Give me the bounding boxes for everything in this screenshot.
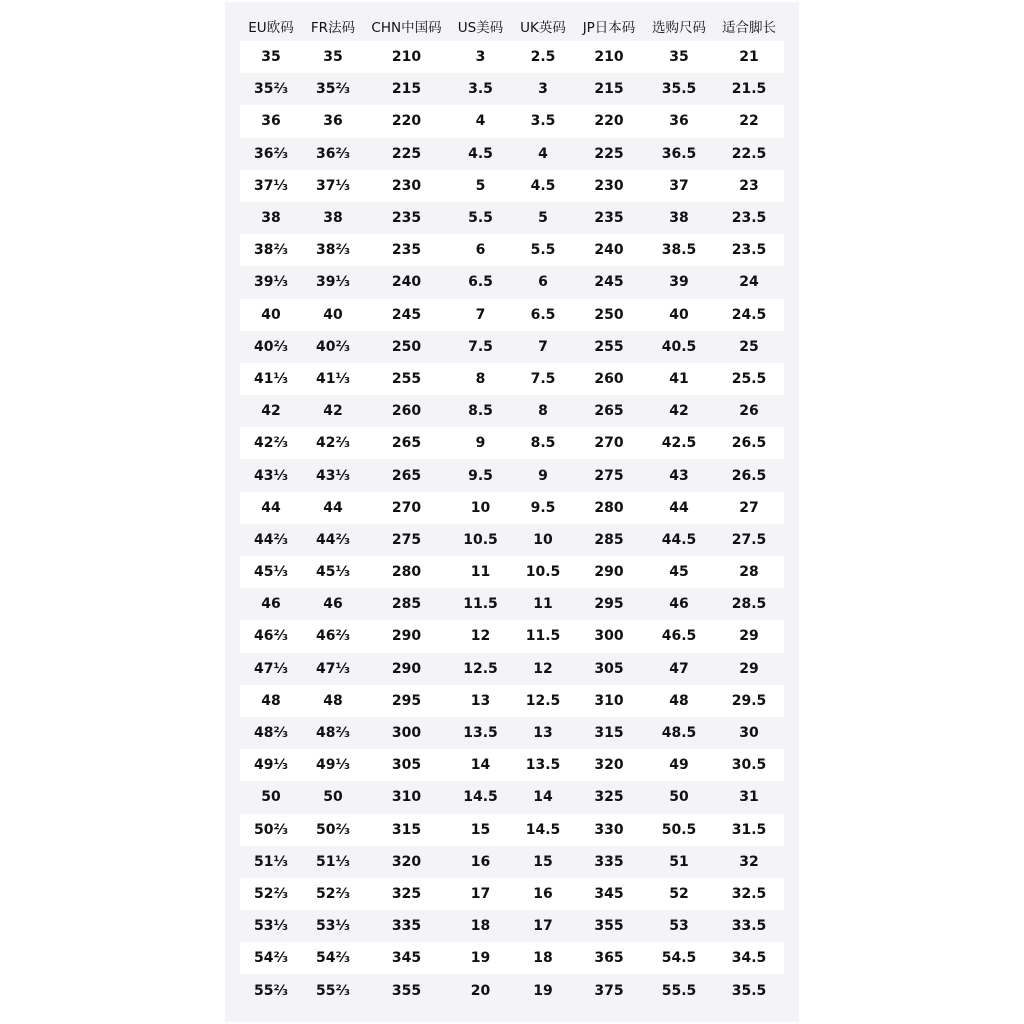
table-cell: 270 <box>574 427 644 459</box>
table-cell: 12.5 <box>512 685 574 717</box>
table-row <box>240 363 784 395</box>
table-cell: 36 <box>644 105 714 137</box>
table-cell: 35 <box>302 41 364 73</box>
table-cell: 36.5 <box>644 138 714 170</box>
table-cell: 44⅔ <box>240 524 302 556</box>
table-row <box>240 202 784 234</box>
table-cell: 5.5 <box>449 202 512 234</box>
table-row <box>240 266 784 298</box>
table-cell: 37 <box>644 170 714 202</box>
table-cell: 11.5 <box>512 620 574 652</box>
table-row <box>240 814 784 846</box>
table-cell: 245 <box>574 266 644 298</box>
table-cell: 310 <box>364 781 449 813</box>
table-cell: 48⅔ <box>240 717 302 749</box>
table-cell: 280 <box>364 556 449 588</box>
table-cell: 285 <box>574 524 644 556</box>
table-cell: 325 <box>364 878 449 910</box>
table-cell: 25 <box>714 331 784 363</box>
table-cell: 46⅔ <box>302 620 364 652</box>
table-cell: 325 <box>574 781 644 813</box>
table-cell: 235 <box>364 234 449 266</box>
size-conversion-table <box>240 10 784 1007</box>
table-cell: 12.5 <box>449 653 512 685</box>
table-cell: 43⅓ <box>302 459 364 491</box>
table-cell: 345 <box>364 942 449 974</box>
column-header: CHN中国码 <box>364 10 449 41</box>
table-cell: 9 <box>449 427 512 459</box>
table-cell: 36⅔ <box>240 138 302 170</box>
table-cell: 365 <box>574 942 644 974</box>
table-cell: 31 <box>714 781 784 813</box>
table-cell: 3.5 <box>449 73 512 105</box>
table-cell: 40 <box>644 299 714 331</box>
table-cell: 51⅓ <box>240 846 302 878</box>
table-cell: 43⅓ <box>240 459 302 491</box>
table-cell: 23.5 <box>714 202 784 234</box>
table-cell: 260 <box>574 363 644 395</box>
table-cell: 240 <box>364 266 449 298</box>
table-cell: 46 <box>302 588 364 620</box>
table-cell: 10.5 <box>449 524 512 556</box>
column-header: US美码 <box>449 10 512 41</box>
table-cell: 2.5 <box>512 41 574 73</box>
table-cell: 39 <box>644 266 714 298</box>
table-cell: 305 <box>364 749 449 781</box>
table-cell: 9.5 <box>449 459 512 491</box>
table-cell: 375 <box>574 974 644 1006</box>
table-cell: 44.5 <box>644 524 714 556</box>
table-cell: 4.5 <box>512 170 574 202</box>
table-cell: 245 <box>364 299 449 331</box>
table-cell: 35.5 <box>714 974 784 1006</box>
table-cell: 46⅔ <box>240 620 302 652</box>
table-cell: 44 <box>240 492 302 524</box>
column-header: JP日本码 <box>574 10 644 41</box>
table-cell: 290 <box>364 653 449 685</box>
table-cell: 4 <box>512 138 574 170</box>
table-cell: 270 <box>364 492 449 524</box>
column-header: FR法码 <box>302 10 364 41</box>
table-cell: 220 <box>574 105 644 137</box>
table-cell: 26.5 <box>714 459 784 491</box>
table-cell: 50 <box>302 781 364 813</box>
table-cell: 7.5 <box>512 363 574 395</box>
table-cell: 290 <box>364 620 449 652</box>
table-cell: 55⅔ <box>302 974 364 1006</box>
table-cell: 17 <box>449 878 512 910</box>
table-cell: 42 <box>302 395 364 427</box>
table-cell: 235 <box>574 202 644 234</box>
table-cell: 14.5 <box>512 814 574 846</box>
table-cell: 235 <box>364 202 449 234</box>
table-cell: 45⅓ <box>302 556 364 588</box>
table-cell: 255 <box>364 363 449 395</box>
table-cell: 30.5 <box>714 749 784 781</box>
table-cell: 42⅔ <box>240 427 302 459</box>
table-cell: 47⅓ <box>240 653 302 685</box>
table-row <box>240 846 784 878</box>
table-cell: 32.5 <box>714 878 784 910</box>
table-cell: 3 <box>449 41 512 73</box>
table-cell: 300 <box>574 620 644 652</box>
table-cell: 40 <box>240 299 302 331</box>
table-cell: 10 <box>512 524 574 556</box>
table-row <box>240 234 784 266</box>
table-cell: 345 <box>574 878 644 910</box>
table-cell: 35⅔ <box>240 73 302 105</box>
table-cell: 6 <box>512 266 574 298</box>
table-cell: 50⅔ <box>240 814 302 846</box>
table-cell: 48 <box>240 685 302 717</box>
table-cell: 45⅓ <box>240 556 302 588</box>
table-cell: 280 <box>574 492 644 524</box>
table-row <box>240 974 784 1006</box>
table-cell: 37⅓ <box>240 170 302 202</box>
table-cell: 320 <box>364 846 449 878</box>
table-cell: 15 <box>449 814 512 846</box>
table-row <box>240 556 784 588</box>
table-cell: 42⅔ <box>302 427 364 459</box>
table-cell: 265 <box>574 395 644 427</box>
table-cell: 38 <box>240 202 302 234</box>
table-cell: 215 <box>364 73 449 105</box>
table-cell: 52⅔ <box>240 878 302 910</box>
table-cell: 8.5 <box>449 395 512 427</box>
table-cell: 335 <box>574 846 644 878</box>
table-cell: 7 <box>449 299 512 331</box>
table-cell: 51 <box>644 846 714 878</box>
table-cell: 21.5 <box>714 73 784 105</box>
table-cell: 31.5 <box>714 814 784 846</box>
table-cell: 11 <box>512 588 574 620</box>
column-header: 适合脚长 <box>714 10 784 41</box>
table-cell: 14 <box>449 749 512 781</box>
table-cell: 14 <box>512 781 574 813</box>
table-cell: 29 <box>714 653 784 685</box>
column-header: UK英码 <box>512 10 574 41</box>
table-cell: 19 <box>449 942 512 974</box>
table-cell: 6.5 <box>449 266 512 298</box>
table-row <box>240 299 784 331</box>
size-chart-sheet <box>225 2 799 1022</box>
table-cell: 16 <box>449 846 512 878</box>
table-cell: 53 <box>644 910 714 942</box>
table-cell: 28 <box>714 556 784 588</box>
table-cell: 255 <box>574 331 644 363</box>
table-cell: 355 <box>574 910 644 942</box>
table-cell: 36⅔ <box>302 138 364 170</box>
table-row <box>240 524 784 556</box>
table-cell: 33.5 <box>714 910 784 942</box>
table-cell: 53⅓ <box>240 910 302 942</box>
table-row <box>240 653 784 685</box>
table-cell: 330 <box>574 814 644 846</box>
table-cell: 12 <box>449 620 512 652</box>
table-cell: 52 <box>644 878 714 910</box>
table-cell: 38⅔ <box>240 234 302 266</box>
table-cell: 8 <box>512 395 574 427</box>
table-cell: 225 <box>574 138 644 170</box>
table-cell: 3.5 <box>512 105 574 137</box>
table-cell: 295 <box>364 685 449 717</box>
table-cell: 240 <box>574 234 644 266</box>
table-cell: 8.5 <box>512 427 574 459</box>
table-row <box>240 427 784 459</box>
table-cell: 295 <box>574 588 644 620</box>
table-cell: 285 <box>364 588 449 620</box>
table-cell: 3 <box>512 73 574 105</box>
table-cell: 6 <box>449 234 512 266</box>
table-cell: 47⅓ <box>302 653 364 685</box>
table-cell: 29.5 <box>714 685 784 717</box>
table-cell: 48⅔ <box>302 717 364 749</box>
table-cell: 18 <box>512 942 574 974</box>
table-cell: 49⅓ <box>240 749 302 781</box>
table-cell: 16 <box>512 878 574 910</box>
table-cell: 50⅔ <box>302 814 364 846</box>
table-cell: 300 <box>364 717 449 749</box>
table-cell: 22 <box>714 105 784 137</box>
table-cell: 48 <box>302 685 364 717</box>
table-cell: 11.5 <box>449 588 512 620</box>
table-row <box>240 492 784 524</box>
table-cell: 4 <box>449 105 512 137</box>
table-cell: 250 <box>574 299 644 331</box>
table-cell: 53⅓ <box>302 910 364 942</box>
table-cell: 38 <box>644 202 714 234</box>
column-header: 选购尺码 <box>644 10 714 41</box>
table-cell: 23 <box>714 170 784 202</box>
table-cell: 35 <box>240 41 302 73</box>
table-cell: 39⅓ <box>302 266 364 298</box>
table-row <box>240 105 784 137</box>
table-cell: 42 <box>644 395 714 427</box>
table-cell: 18 <box>449 910 512 942</box>
table-body <box>240 41 784 1007</box>
table-cell: 230 <box>364 170 449 202</box>
table-cell: 24.5 <box>714 299 784 331</box>
table-cell: 46 <box>644 588 714 620</box>
table-row <box>240 138 784 170</box>
table-cell: 265 <box>364 459 449 491</box>
table-row <box>240 395 784 427</box>
table-row <box>240 942 784 974</box>
table-cell: 315 <box>574 717 644 749</box>
table-cell: 44 <box>302 492 364 524</box>
table-cell: 215 <box>574 73 644 105</box>
table-cell: 41 <box>644 363 714 395</box>
table-cell: 48.5 <box>644 717 714 749</box>
table-cell: 42 <box>240 395 302 427</box>
table-cell: 42.5 <box>644 427 714 459</box>
table-cell: 34.5 <box>714 942 784 974</box>
table-cell: 27.5 <box>714 524 784 556</box>
table-cell: 10.5 <box>512 556 574 588</box>
table-cell: 35⅔ <box>302 73 364 105</box>
table-cell: 210 <box>574 41 644 73</box>
table-cell: 52⅔ <box>302 878 364 910</box>
table-cell: 25.5 <box>714 363 784 395</box>
table-cell: 225 <box>364 138 449 170</box>
table-cell: 40.5 <box>644 331 714 363</box>
table-cell: 47 <box>644 653 714 685</box>
table-cell: 13.5 <box>512 749 574 781</box>
table-cell: 20 <box>449 974 512 1006</box>
table-cell: 26 <box>714 395 784 427</box>
table-cell: 14.5 <box>449 781 512 813</box>
table-cell: 5.5 <box>512 234 574 266</box>
table-row <box>240 620 784 652</box>
table-cell: 9 <box>512 459 574 491</box>
table-cell: 12 <box>512 653 574 685</box>
table-row <box>240 878 784 910</box>
table-cell: 32 <box>714 846 784 878</box>
table-cell: 275 <box>574 459 644 491</box>
table-cell: 13 <box>512 717 574 749</box>
table-cell: 23.5 <box>714 234 784 266</box>
table-cell: 10 <box>449 492 512 524</box>
table-cell: 310 <box>574 685 644 717</box>
table-cell: 49 <box>644 749 714 781</box>
table-cell: 40 <box>302 299 364 331</box>
table-cell: 44⅔ <box>302 524 364 556</box>
table-cell: 54.5 <box>644 942 714 974</box>
table-row <box>240 588 784 620</box>
table-cell: 29 <box>714 620 784 652</box>
table-cell: 15 <box>512 846 574 878</box>
table-cell: 41⅓ <box>302 363 364 395</box>
table-cell: 290 <box>574 556 644 588</box>
table-cell: 230 <box>574 170 644 202</box>
table-cell: 37⅓ <box>302 170 364 202</box>
table-cell: 41⅓ <box>240 363 302 395</box>
table-cell: 46 <box>240 588 302 620</box>
table-cell: 24 <box>714 266 784 298</box>
table-cell: 50 <box>644 781 714 813</box>
table-row <box>240 910 784 942</box>
table-cell: 50 <box>240 781 302 813</box>
table-cell: 27 <box>714 492 784 524</box>
table-cell: 35.5 <box>644 73 714 105</box>
table-cell: 320 <box>574 749 644 781</box>
table-cell: 51⅓ <box>302 846 364 878</box>
table-cell: 21 <box>714 41 784 73</box>
table-cell: 13.5 <box>449 717 512 749</box>
table-row <box>240 459 784 491</box>
table-cell: 265 <box>364 427 449 459</box>
table-cell: 38.5 <box>644 234 714 266</box>
table-cell: 50.5 <box>644 814 714 846</box>
table-cell: 55.5 <box>644 974 714 1006</box>
table-cell: 4.5 <box>449 138 512 170</box>
table-row <box>240 781 784 813</box>
table-cell: 220 <box>364 105 449 137</box>
table-cell: 9.5 <box>512 492 574 524</box>
table-cell: 30 <box>714 717 784 749</box>
table-cell: 7 <box>512 331 574 363</box>
table-cell: 36 <box>302 105 364 137</box>
table-cell: 46.5 <box>644 620 714 652</box>
table-cell: 39⅓ <box>240 266 302 298</box>
table-cell: 19 <box>512 974 574 1006</box>
table-cell: 275 <box>364 524 449 556</box>
table-cell: 45 <box>644 556 714 588</box>
table-cell: 40⅔ <box>302 331 364 363</box>
table-cell: 40⅔ <box>240 331 302 363</box>
table-cell: 44 <box>644 492 714 524</box>
table-cell: 5 <box>449 170 512 202</box>
table-cell: 8 <box>449 363 512 395</box>
table-cell: 36 <box>240 105 302 137</box>
table-cell: 315 <box>364 814 449 846</box>
table-row <box>240 170 784 202</box>
table-cell: 335 <box>364 910 449 942</box>
table-cell: 35 <box>644 41 714 73</box>
table-cell: 17 <box>512 910 574 942</box>
table-cell: 6.5 <box>512 299 574 331</box>
table-cell: 28.5 <box>714 588 784 620</box>
table-row <box>240 331 784 363</box>
table-cell: 7.5 <box>449 331 512 363</box>
table-cell: 5 <box>512 202 574 234</box>
table-cell: 210 <box>364 41 449 73</box>
table-cell: 38⅔ <box>302 234 364 266</box>
table-cell: 48 <box>644 685 714 717</box>
table-cell: 260 <box>364 395 449 427</box>
table-cell: 54⅔ <box>240 942 302 974</box>
table-cell: 26.5 <box>714 427 784 459</box>
table-cell: 55⅔ <box>240 974 302 1006</box>
table-cell: 43 <box>644 459 714 491</box>
table-row <box>240 73 784 105</box>
table-cell: 11 <box>449 556 512 588</box>
table-cell: 22.5 <box>714 138 784 170</box>
header-row <box>240 10 784 41</box>
table-row <box>240 749 784 781</box>
table-cell: 305 <box>574 653 644 685</box>
table-row <box>240 685 784 717</box>
table-cell: 355 <box>364 974 449 1006</box>
table-cell: 49⅓ <box>302 749 364 781</box>
table-cell: 250 <box>364 331 449 363</box>
table-row <box>240 717 784 749</box>
table-row <box>240 41 784 73</box>
table-cell: 54⅔ <box>302 942 364 974</box>
column-header: EU欧码 <box>240 10 302 41</box>
table-cell: 13 <box>449 685 512 717</box>
table-cell: 38 <box>302 202 364 234</box>
